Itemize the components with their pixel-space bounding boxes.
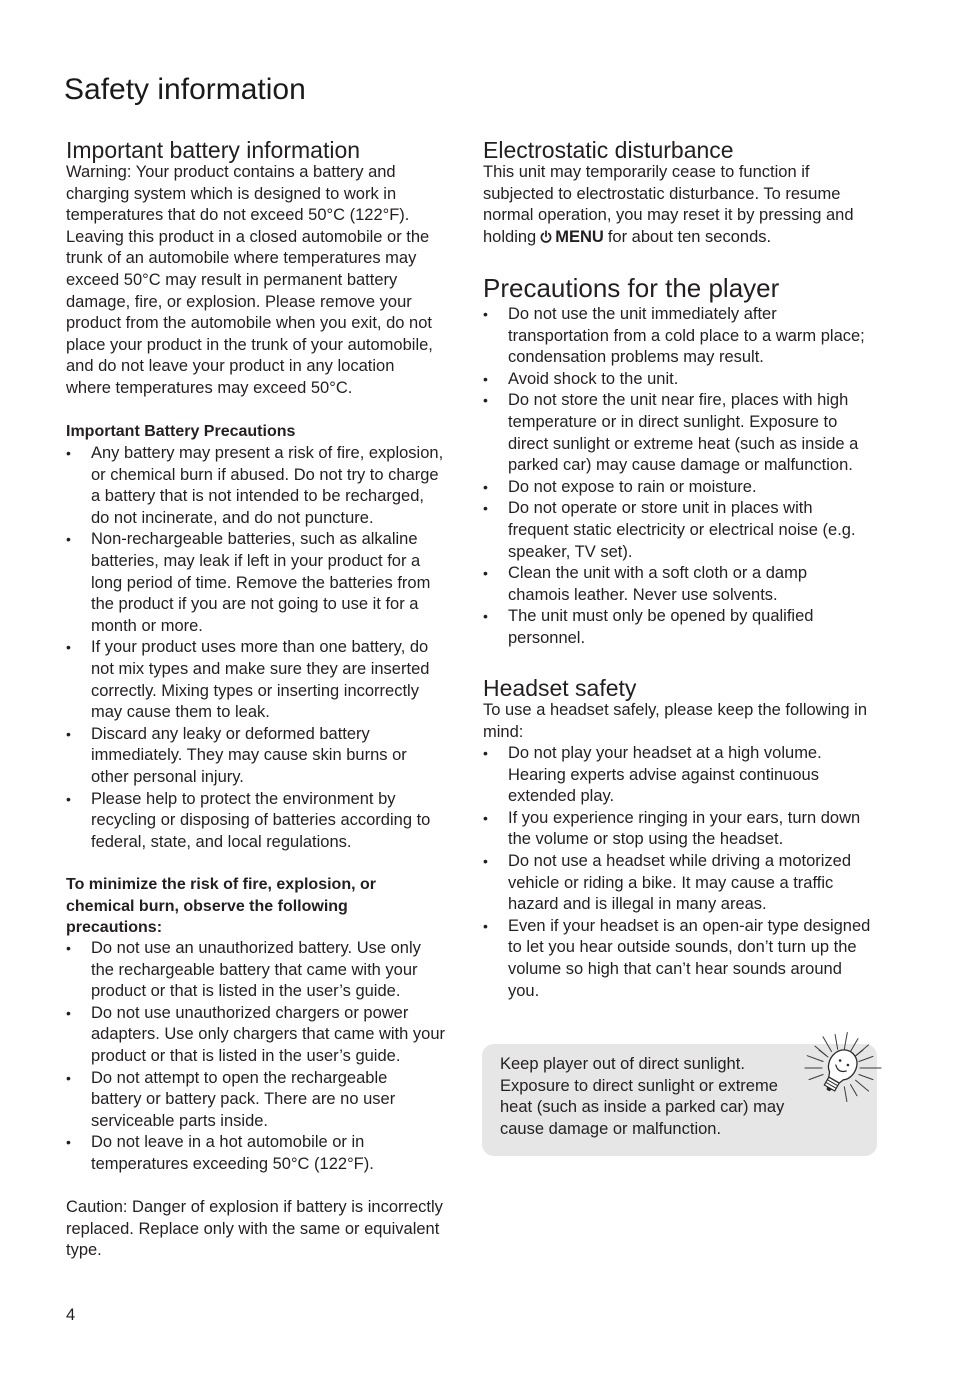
bullet-text-line: vehicle or riding a bike. It may cause a traffic [508, 873, 834, 892]
bullet-text-line: not mix types and make sure they are inserted [91, 659, 430, 678]
text-line: Exposure to direct sunlight or extreme [500, 1076, 778, 1095]
bullet-text-line: hazard and is illegal in many areas. [508, 895, 767, 914]
bullet-text-line: transportation from a cold place to a warm place; [508, 326, 865, 345]
player-precautions-list [483, 304, 865, 650]
bullet-item [66, 637, 443, 723]
headset-safety-heading: Headset safety [483, 675, 637, 701]
bullet-item [66, 1132, 445, 1175]
bullet-item [66, 529, 443, 637]
bullet-text-line: direct sunlight or extreme heat (such as inside a [508, 434, 859, 453]
bullet-text-line: • Do not expose to rain or moisture. [508, 477, 757, 496]
bullet-text-line: • Discard any leaky or deformed battery [91, 724, 370, 743]
bullet-text-line: immediately. They may cause skin burns or [91, 746, 407, 765]
bullet-item [483, 390, 865, 476]
text-line: cause damage or malfunction. [500, 1119, 722, 1138]
text-line: type. [66, 1241, 102, 1260]
bullet-text-line: correctly. Mixing types or inserting incorrectly [91, 681, 419, 700]
bullet-text-line: the volume or stop using the headset. [508, 830, 784, 849]
bullet-item [66, 938, 445, 1003]
bullet-text-line: recycling or disposing of batteries according to [91, 811, 431, 830]
bullet-item [483, 916, 870, 1002]
bullet-text-line: or chemical burn if abused. Do not try to charge [91, 465, 439, 484]
text-line: damage, fire, or explosion. Please remove your [66, 292, 412, 311]
bullet-item [483, 498, 865, 563]
bullet-text-line: • Do not play your headset at a high volume. [508, 744, 822, 762]
text-line: heat (such as inside a parked car) may [500, 1098, 785, 1117]
bullet-text-line: • Do not store the unit near fire, places with high [508, 391, 849, 410]
bullet-text-line: • The unit must only be opened by qualified [508, 607, 814, 626]
bullet-text-line: temperatures exceeding 50°C (122°F). [91, 1154, 374, 1173]
electrostatic-duration-text: for about ten seconds. [607, 227, 772, 246]
text-line: mind: [483, 722, 524, 741]
text-line: subjected to electrostatic disturbance. To resume [483, 184, 841, 203]
text-line: place your product in the trunk of your automobile, [66, 335, 433, 354]
bullet-item [483, 851, 870, 916]
bullet-item [483, 808, 870, 851]
battery-precautions-list [66, 443, 443, 853]
text-line: Leaving this product in a closed automobile or the [66, 227, 430, 246]
caution-paragraph [66, 1197, 443, 1262]
bullet-item [66, 789, 443, 854]
bullet-text-line: • Do not leave in a hot automobile or in [91, 1133, 365, 1152]
text-line: and do not leave your product in any location [66, 357, 395, 376]
bullet-item [483, 477, 865, 499]
bullet-item [66, 1003, 445, 1068]
bullet-text-line: product or that is listed in the user’s guide. [91, 1046, 401, 1065]
bullet-item [483, 304, 865, 369]
bullet-text-line: • Any battery may present a risk of fire, explosion, [91, 444, 444, 462]
bullet-text-line: • Clean the unit with a soft cloth or a damp [508, 564, 807, 583]
bullet-item [66, 443, 443, 529]
text-line: Keep player out of direct sunlight. [500, 1055, 745, 1073]
bullet-text-line: month or more. [91, 616, 203, 635]
bullet-text-line: parked car) may cause damage or malfunction. [508, 456, 853, 475]
bullet-text-line: frequent static electricity or electrical noise (e.g. [508, 520, 856, 539]
electrostatic-lines [483, 162, 854, 227]
bullet-text-line: long period of time. Remove the batteries from [91, 573, 431, 592]
text-line: To use a headset safely, please keep the following in [483, 701, 868, 719]
bullet-text-line: • Do not use an unauthorized battery. Use only [91, 939, 421, 957]
battery-warning-paragraph [66, 162, 433, 400]
power-icon [540, 230, 552, 243]
player-precautions-heading: Precautions for the player [483, 273, 780, 303]
bullet-item [483, 606, 865, 649]
text-line: To minimize the risk of fire, explosion, or [66, 876, 376, 893]
text-line: charging system which is designed to work in [66, 184, 397, 203]
bullet-text-line: • If your product uses more than one battery, do [91, 638, 429, 657]
bullet-text-line: • Non-rechargeable batteries, such as alkaline [91, 530, 418, 549]
bullet-text-line: extended play. [508, 787, 615, 806]
bullet-text-line: serviceable parts inside. [91, 1111, 269, 1130]
text-line: chemical burn, observe the following [66, 897, 348, 915]
bullet-text-line: • Do not attempt to open the rechargeable [91, 1068, 388, 1087]
bullet-text-line: the rechargeable battery that came with your [91, 960, 418, 979]
bullet-text-line: volume so high that can’t hear sounds around [508, 959, 842, 978]
bullet-text-line: chamois leather. Never use solvents. [508, 585, 778, 604]
bullet-text-line: personnel. [508, 628, 586, 647]
bullet-text-line: • Do not operate or store unit in places with [508, 499, 813, 518]
text-line: precautions: [66, 919, 163, 937]
bullet-item [483, 369, 865, 391]
bullet-text-line: other personal injury. [91, 767, 244, 786]
bullet-text-line: condensation problems may result. [508, 348, 764, 367]
headset-intro-paragraph [483, 700, 867, 743]
bullet-item [66, 1068, 445, 1133]
bullet-text-line: to let you hear outside sounds, don’t turn up the [508, 938, 857, 957]
text-line: replaced. Replace only with the same or equivalent [66, 1219, 440, 1238]
bullet-text-line: you. [508, 981, 540, 1000]
text-line: Warning: Your product contains a battery and [66, 163, 396, 181]
bullet-text-line: • Please help to protect the environment by [91, 789, 396, 808]
electrostatic-heading: Electrostatic disturbance [483, 137, 734, 163]
electrostatic-paragraph [483, 162, 854, 248]
bullet-text-line: speaker, TV set). [508, 542, 633, 561]
page-number: 4 [66, 1306, 76, 1324]
bullet-text-line: product or that is listed in the user’s guide. [91, 982, 401, 1001]
headset-safety-list [483, 743, 870, 1002]
bullet-item [483, 743, 870, 808]
bullet-text-line: • Do not use unauthorized chargers or power [91, 1003, 409, 1022]
bullet-text-line: • Do not use the unit immediately after [508, 305, 777, 323]
text-line: product from the automobile when you exit, do not [66, 314, 432, 333]
bullet-text-line: temperature or in direct sunlight. Exposure to [508, 412, 838, 431]
bullet-text-line: Hearing experts advise against continuous [508, 765, 819, 784]
bullet-text-line: • Avoid shock to the unit. [508, 369, 679, 388]
electrostatic-holding-text: holding [483, 227, 537, 246]
bullet-item [66, 724, 443, 789]
text-line: Caution: Danger of explosion if battery is incorrectly [66, 1198, 443, 1216]
menu-key-label: MENU [555, 227, 604, 246]
bullet-text-line: may cause them to leak. [91, 703, 270, 722]
bullet-text-line: do not incinerate, and do not puncture. [91, 508, 374, 527]
bullet-item [483, 563, 865, 606]
battery-info-heading: Important battery information [66, 137, 361, 163]
text-line: normal operation, you may reset it by pressing and [483, 206, 854, 225]
bullet-text-line: • If you experience ringing in your ears, turn down [508, 808, 861, 827]
bullet-text-line: a battery that is not intended to be recharged, [91, 487, 424, 506]
lightbulb-icon [797, 1030, 883, 1114]
bullet-text-line: • Do not use a headset while driving a motorized [508, 851, 852, 870]
risk-precautions-heading [66, 874, 376, 939]
text-line: where temperatures may exceed 50°C. [66, 378, 353, 397]
bullet-text-line: battery or battery pack. There are no user [91, 1090, 396, 1109]
bullet-text-line: federal, state, and local regulations. [91, 832, 352, 851]
bullet-text-line: the product if you are not going to use it for a [91, 595, 419, 614]
page-title: Safety information [64, 73, 306, 106]
text-line: exceed 50°C may result in permanent battery [66, 270, 398, 289]
risk-precautions-list [66, 938, 445, 1176]
bullet-text-line: batteries, may leak if left in your product for a [91, 551, 421, 570]
text-line: temperatures that do not exceed 50°C (122°F). [66, 206, 410, 225]
sunlight-notice-text [500, 1054, 784, 1140]
text-line: This unit may temporarily cease to function if [483, 163, 810, 181]
battery-precautions-heading: Important Battery Precautions [66, 423, 296, 440]
electrostatic-last-line [483, 227, 854, 249]
bullet-text-line: • Even if your headset is an open-air type designed [508, 916, 871, 935]
text-line: trunk of an automobile where temperatures may [66, 249, 417, 268]
bullet-text-line: adapters. Use only chargers that came with your [91, 1025, 446, 1044]
